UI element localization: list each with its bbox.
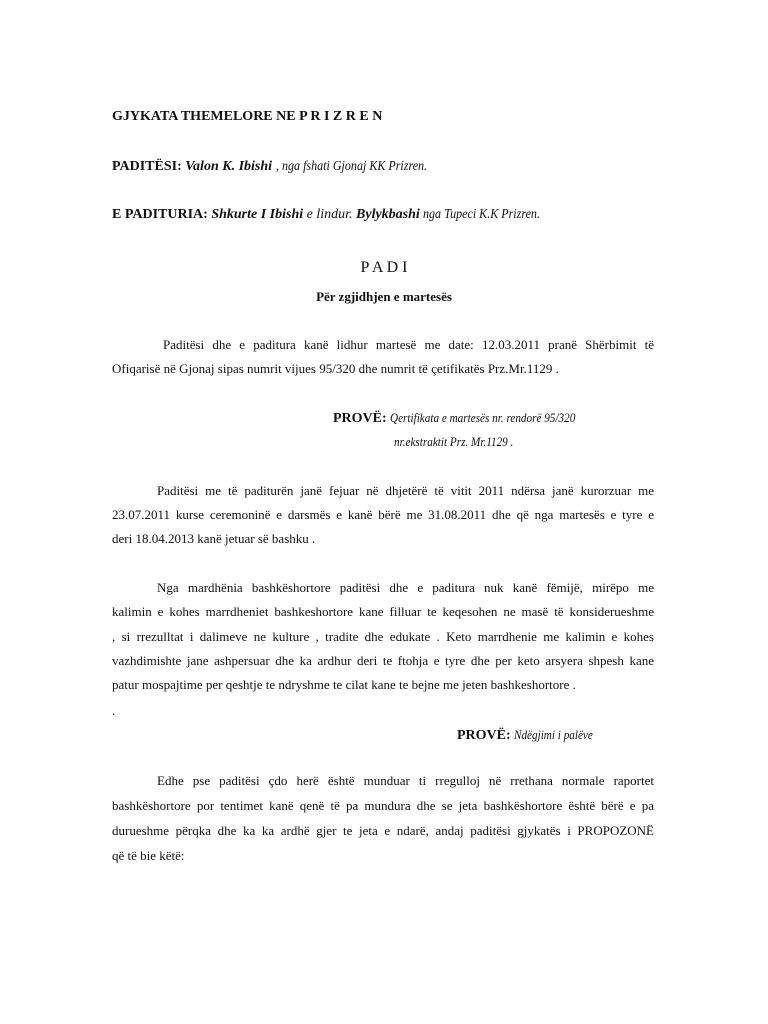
proof2-label: PROVË	[457, 728, 506, 743]
defendant-label: E PADITURIA	[112, 207, 204, 222]
plaintiff-name: Valon K. Ibishi	[185, 159, 273, 174]
document-title: P A D I	[360, 259, 408, 276]
proof1-text-1: Qertifikata e martesës nr. rendorë 95/320	[390, 410, 576, 425]
para1-line-1: Paditësi dhe e paditura kanë lidhur martesë me date: 12.03.2011 pranë Shërbimit të	[163, 337, 654, 352]
para2-line-2: 23.07.2011 kurse ceremoninë e darsmës e kanë bërë me 31.08.2011 dhe që nga martesës e tyre e	[112, 507, 654, 522]
para3-line-2: kalimin e kohes marrdheniet bashkeshortore kane filluar te keqesohen ne masë të konsiderueshme	[112, 604, 654, 619]
para3-line-1: Nga mardhënia bashkëshortore paditësi dhe e paditura nuk kanë fëmijë, mirëpo me	[157, 580, 654, 595]
proof1-label: PROVË	[333, 411, 382, 426]
para4-line-2: bashkëshortore por tentimet kanë qenë të pa mundura dhe se jeta bashkëshortore është bërë e pa	[112, 798, 654, 813]
plaintiff-detail: , nga fshati Gjonaj KK Prizren.	[275, 159, 427, 174]
proof2-line: PROVË: Ndëgjimi i palëve	[457, 727, 594, 743]
proof2-text: Ndëgjimi i palëve	[514, 727, 594, 742]
defendant-maiden-name: Bylykbashi	[356, 207, 420, 222]
defendant-line: E PADITURIA: Shkurte I Ibishi e lindur. Bylykbashi nga Tupeci K.K Prizren.	[112, 207, 541, 222]
plaintiff-line: PADITËSI: Valon K. Ibishi , nga fshati Gjonaj KK Prizren.	[112, 159, 427, 174]
defendant-born: e lindur.	[306, 207, 353, 222]
proof1-text-2: nr.ekstraktit Prz. Mr.1129 .	[394, 434, 514, 449]
court-header: GJYKATA THEMELORE NE P R I Z R E N	[112, 109, 383, 124]
para4-line-3: durueshme përqka dhe ka ka ardhë gjer te jeta e ndarë, andaj paditësi gjykatës i PROPOZONË	[112, 823, 654, 838]
para4-line-4: që të bie këtë:	[112, 848, 185, 863]
para3-line-3: , si rrezulltat i dalimeve ne kulture , tradite dhe edukate . Keto marrdhenie me kalimin e kohes	[112, 629, 654, 644]
para3-line-5: patur mospajtime per qeshtje te ndryshme te cilat kane te bejne me jeten bashkeshortore .	[112, 677, 576, 692]
proof1-line-1: PROVË: Qertifikata e martesës nr. rendorë 95/320	[333, 410, 576, 426]
para2-line-1: Paditësi me të paditurën janë fejuar në dhjetërë të vitit 2011 ndërsa janë kurorzuar me	[157, 483, 654, 498]
para4-line-1: Edhe pse paditësi çdo herë është munduar ti rregulloj në rrethana normale raportet	[157, 773, 654, 788]
para1-line-2: Ofiqarisë në Gjonaj sipas numrit vijues 95/320 dhe numrit të çetifikatës Prz.Mr.1129 .	[112, 361, 559, 376]
para3-line-4: vazhdimishte jane ashpersuar dhe ka ardhur deri te ftohja e tyre dhe per keto arsyera shpesh kane	[112, 653, 654, 668]
defendant-detail: nga Tupeci K.K Prizren.	[423, 207, 541, 222]
plaintiff-label: PADITËSI	[112, 159, 178, 174]
defendant-name: Shkurte I Ibishi	[211, 207, 304, 222]
para2-line-3: deri 18.04.2013 kanë jetuar së bashku .	[112, 531, 316, 546]
document-subtitle: Për zgjidhjen e martesës	[316, 289, 452, 304]
stray-dot: .	[112, 703, 116, 718]
